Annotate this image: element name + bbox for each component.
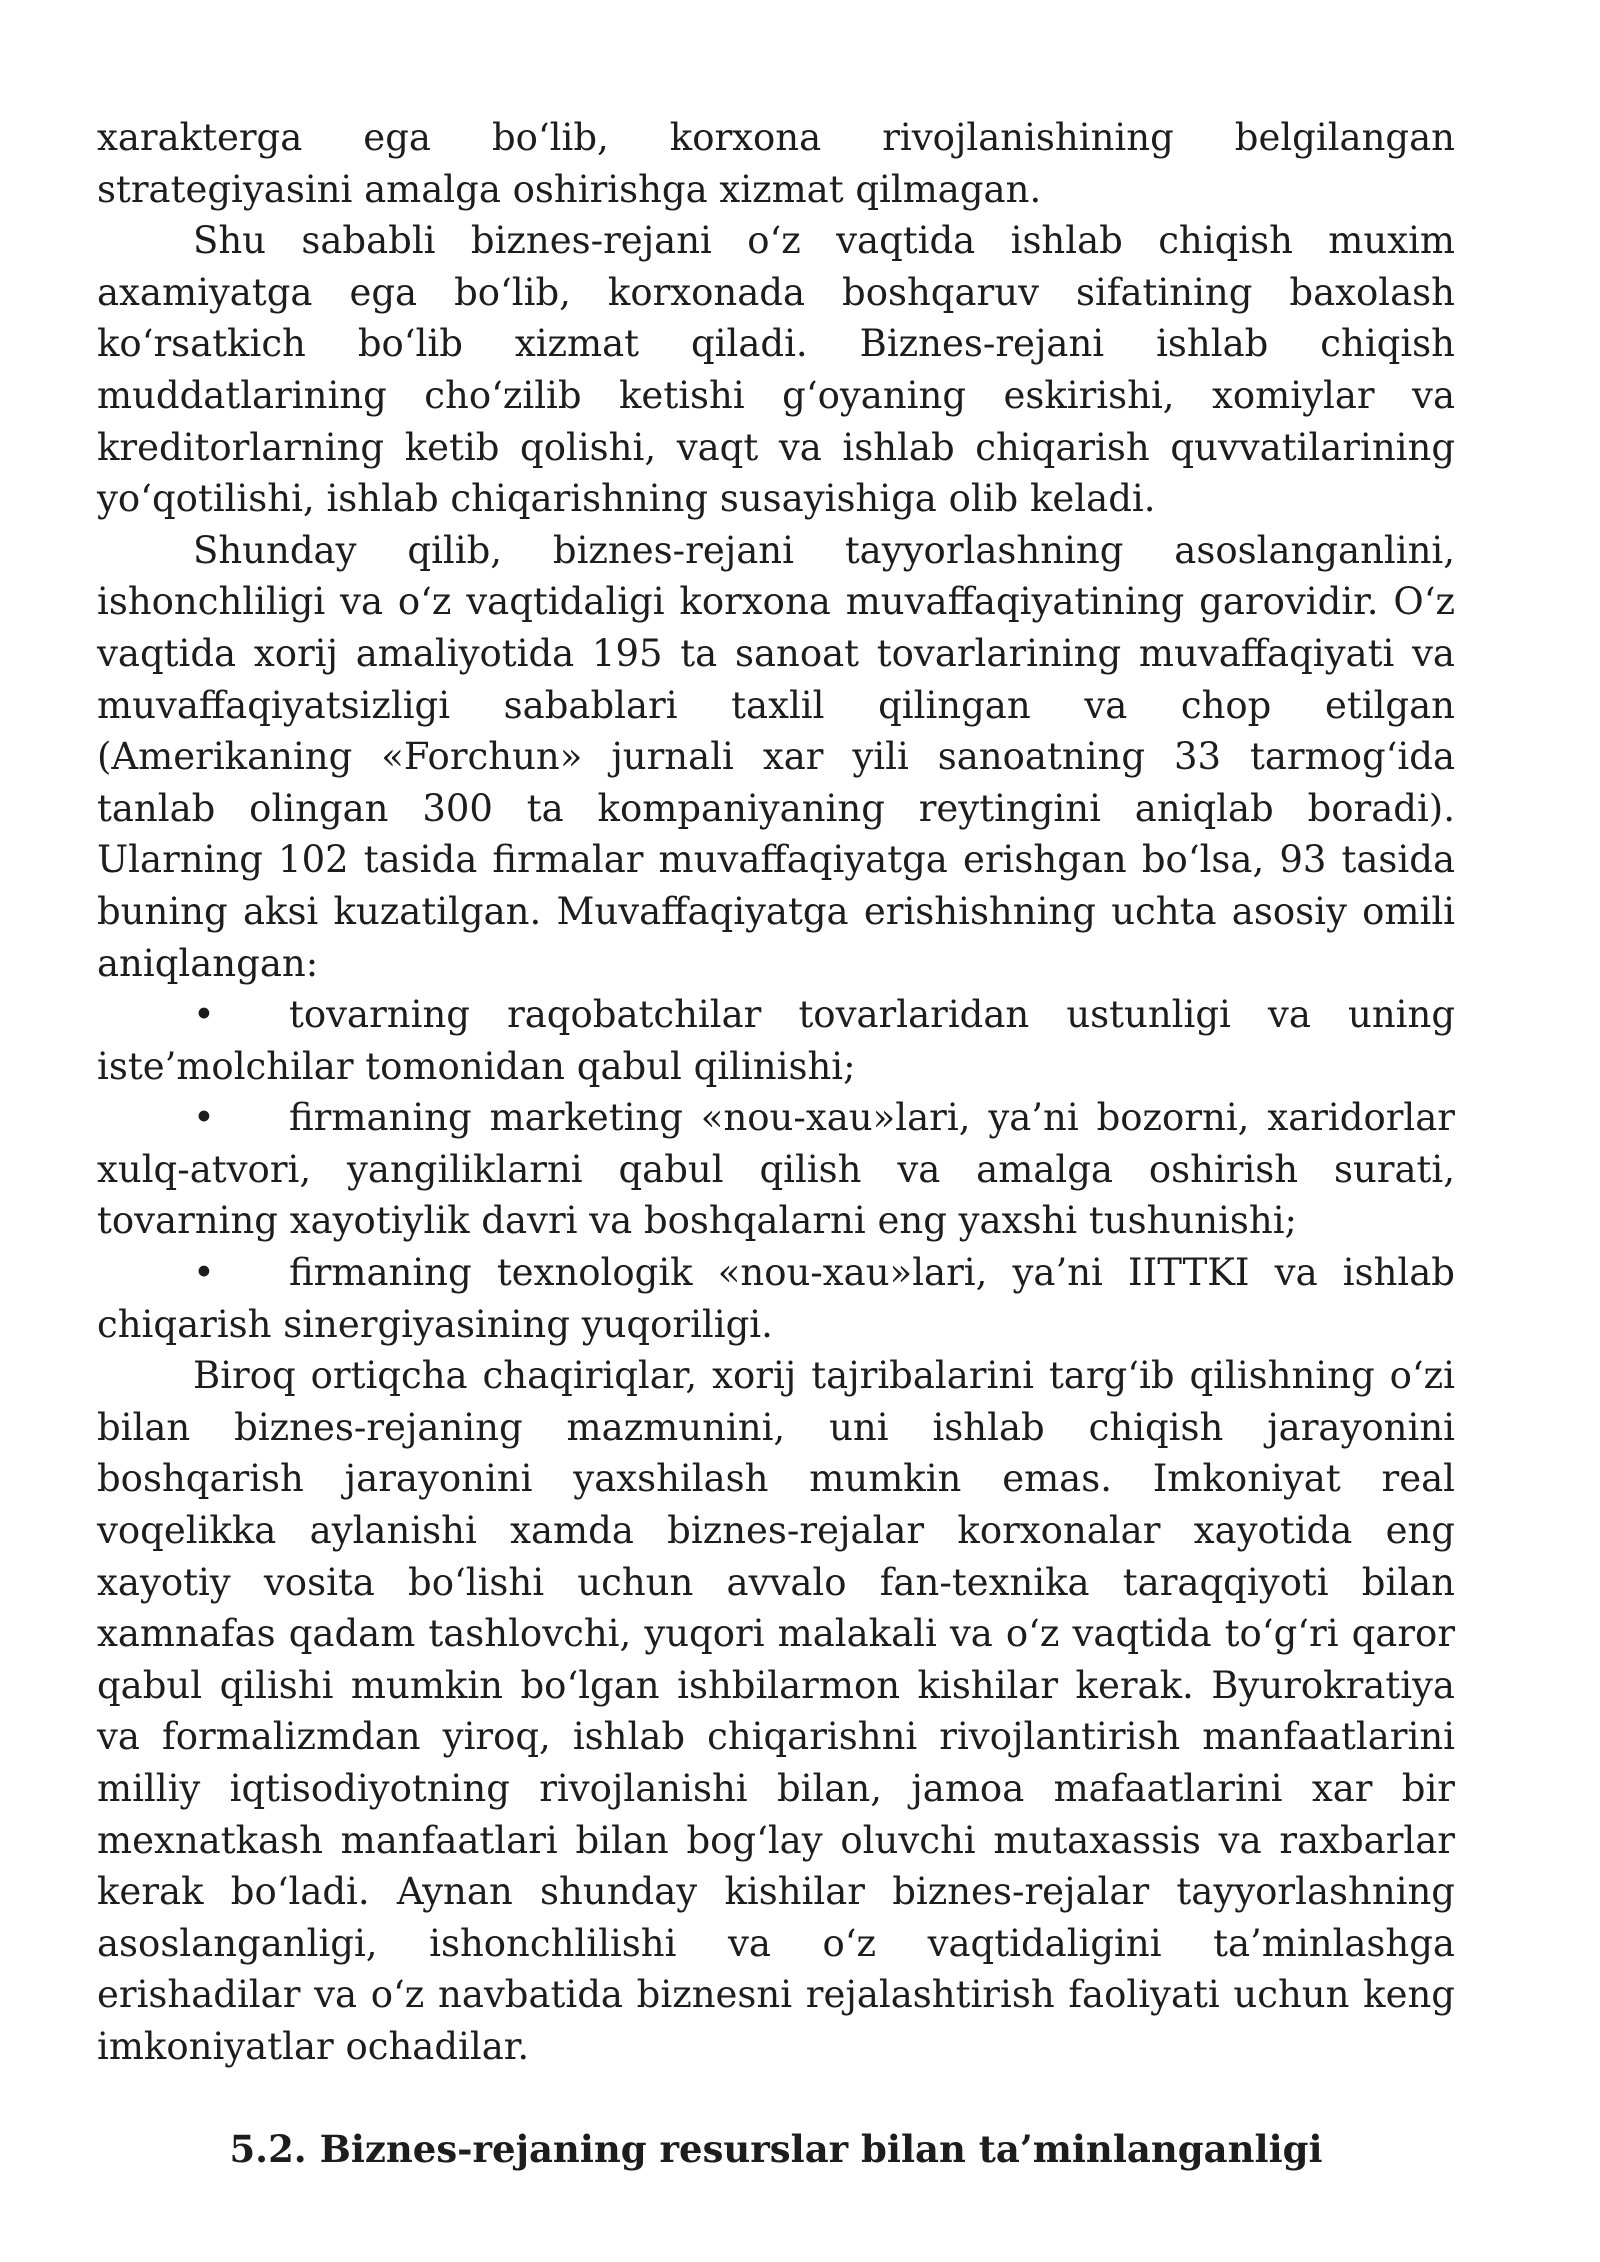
bullet-marker: • xyxy=(193,1096,215,1140)
bullet-item xyxy=(97,989,1455,1092)
paragraph-timeliness: Shu sababli biznes-rejani o‘z vaqtida ishlab chiqish muxim axamiyatga ega bo‘lib, korxonada boshqaruv sifatining baxolash ko‘rsatkich bo‘lib xizmat qiladi. Biznes-rejani ishlab chiqish muddatlarining cho‘zilib ketishi g‘oyaning eskirishi, xomiylar va kreditorlarning ketib qolishi, vaqt va ishlab chiqarish quvvatilarining yo‘qotilishi, ishlab chiqarishning susayishiga olib keladi. xyxy=(97,219,1455,521)
bullet-text: firmaning marketing «nou-xau»lari, ya’ni bozorni, xaridorlar xulq-atvori, yangiliklarni qabul qilish va amalga oshirish surati, tovarning xayotiylik davri va boshqalarni eng yaxshi tushunishi; xyxy=(97,1096,1455,1243)
paragraph-continuation: xarakterga ega bo‘lib, korxona rivojlanishining belgilangan strategiyasini amalga oshirishga xizmat qilmagan. xyxy=(97,116,1455,211)
bullet-marker: • xyxy=(193,1251,215,1295)
bullet-text: firmaning texnologik «nou-xau»lari, ya’ni IITTKI va ishlab chiqarish sinergiyasining yuqoriligi. xyxy=(97,1251,1455,1346)
bullet-item xyxy=(97,1092,1455,1247)
bullet-marker: • xyxy=(193,993,215,1037)
section-heading: 5.2. Biznes-rejaning resurslar bilan ta’minlanganligi xyxy=(229,2126,1323,2171)
bullet-item xyxy=(97,1247,1455,1350)
paragraph-closing: Biroq ortiqcha chaqiriqlar, xorij tajribalarini targ‘ib qilishning o‘zi bilan biznes-rejaning mazmunini, uni ishlab chiqish jarayonini boshqarish jarayonini yaxshilash mumkin emas. Imkoniyat real voqelikka aylanishi xamda biznes-rejalar korxonalar xayotida eng xayotiy vosita bo‘lishi uchun avvalo fan-texnika taraqqiyoti bilan xamnafas qadam tashlovchi, yuqori malakali va o‘z vaqtida to‘g‘ri qaror qabul qilishi mumkin bo‘lgan ishbilarmon kishilar kerak. Byurokratiya va formalizmdan yiroq, ishlab chiqarishni rivojlantirish manfaatlarini milliy iqtisodiyotning rivojlanishi bilan, jamoa mafaatlarini xar bir mexnatkash manfaatlari bilan bog‘lay oluvchi mutaxassis va raxbarlar kerak bo‘ladi. Aynan shunday kishilar biznes-rejalar tayyorlashning asoslanganligi, ishonchlilishi va o‘z vaqtidaligini ta’minlashga erishadilar va o‘z navbatida biznesni rejalashtirish faoliyati uchun keng imkoniyatlar ochadilar. xyxy=(97,1354,1455,2068)
document-page xyxy=(97,112,1455,2175)
bullet-text: tovarning raqobatchilar tovarlaridan ustunligi va uning iste’molchilar tomonidan qabul qilinishi; xyxy=(97,993,1455,1088)
paragraph-success-factors: Shunday qilib, biznes-rejani tayyorlashning asoslanganlini, ishonchliligi va o‘z vaqtidaligi korxona muvaffaqiyatining garovidir. O‘z vaqtida xorij amaliyotida 195 ta sanoat tovarlarining muvaffaqiyati va muvaffaqiyatsizligi sabablari taxlil qilingan va chop etilgan (Amerikaning «Forchun» jurnali xar yili sanoatning 33 tarmog‘ida tanlab olingan 300 ta kompaniyaning reytingini aniqlab boradi). Ularning 102 tasida firmalar muvaffaqiyatga erishgan bo‘lsa, 93 tasida buning aksi kuzatilgan. Muvaffaqiyatga erishishning uchta asosiy omili aniqlangan: xyxy=(97,528,1455,985)
